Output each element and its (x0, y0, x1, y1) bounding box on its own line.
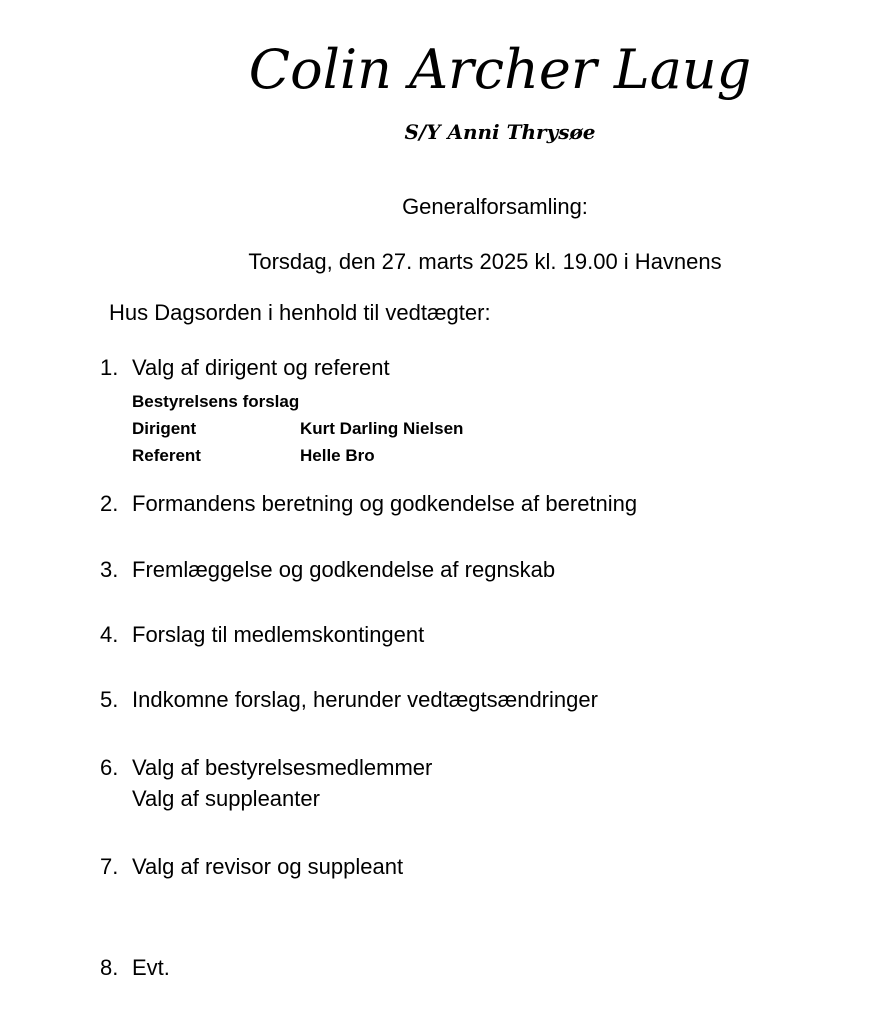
club-title: Colin Archer Laug (248, 38, 752, 101)
board-proposal (132, 388, 463, 469)
agenda-item-text: Valg af dirigent og referent (132, 355, 390, 380)
agenda-item-number: 3. (100, 557, 119, 582)
agenda-item-4 (100, 622, 424, 648)
agenda-item-number: 1. (100, 355, 119, 380)
agenda-item-text: Fremlæggelse og godkendelse af regnskab (132, 557, 556, 582)
subtitle-block (300, 120, 700, 144)
agenda-item-number: 5. (100, 687, 119, 712)
agenda-item-text: Formandens beretning og godkendelse af beretning (132, 491, 638, 516)
agenda-item-number: 7. (100, 854, 119, 879)
agenda-item-text: Forslag til medlemskontingent (132, 622, 425, 647)
ship-name: S/Y Anni Thrysøe (404, 120, 596, 144)
proposal-role: Referent (132, 446, 201, 465)
agenda-item-7 (100, 854, 403, 880)
agenda-intro: Hus Dagsorden i henhold til vedtægter: (109, 300, 491, 325)
meeting-date-line: Torsdag, den 27. marts 2025 kl. 19.00 i Havnens (248, 249, 722, 274)
agenda-item-text: Valg af revisor og suppleant (132, 854, 404, 879)
agenda-item-number: 2. (100, 491, 119, 516)
agenda-item-number: 8. (100, 955, 119, 980)
board-proposal-label: Bestyrelsens forslag (132, 392, 300, 411)
proposal-name: Helle Bro (300, 446, 375, 465)
agenda-item-text: Indkomne forslag, herunder vedtægtsændringer (132, 687, 598, 712)
agenda-item-5 (100, 687, 598, 713)
proposal-row-dirigent (132, 415, 463, 442)
agenda-item-6-extra: Valg af suppleanter (132, 786, 320, 811)
agenda-item-number: 6. (100, 755, 119, 780)
meeting-heading: Generalforsamling: (402, 194, 588, 219)
proposal-role: Dirigent (132, 419, 197, 438)
agenda-item-1 (100, 355, 390, 381)
proposal-row-referent (132, 442, 463, 469)
proposal-name: Kurt Darling Nielsen (300, 419, 464, 438)
agenda-item-3 (100, 557, 555, 583)
agenda-item-8 (100, 955, 170, 981)
agenda-item-6 (100, 755, 432, 781)
agenda-item-text: Evt. (132, 955, 170, 980)
agenda-item-number: 4. (100, 622, 119, 647)
title-block (240, 38, 760, 101)
agenda-item-text: Valg af bestyrelsesmedlemmer (132, 755, 433, 780)
agenda-item-2 (100, 491, 637, 517)
